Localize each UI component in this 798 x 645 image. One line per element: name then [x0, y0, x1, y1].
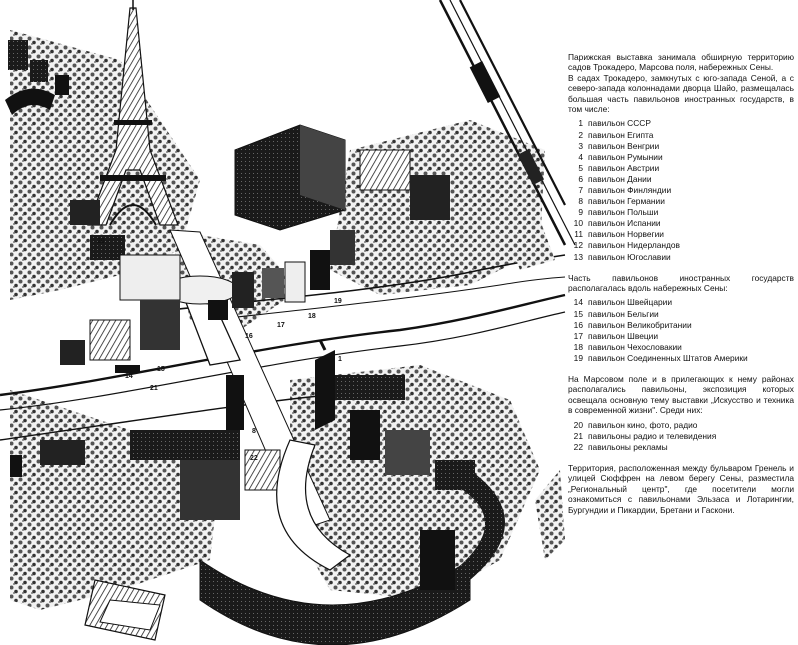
legend-item-label: павильон Соединенных Штатов Америки: [588, 352, 748, 363]
legend-item-number: 8: [578, 196, 583, 207]
champ-de-mars-paragraph: На Марсовом поле и в прилегающих к нему районах располагались павильоны, экспозиция которых освещала основную тему выставки „Искусство и техника в современной жизни". Среди них:: [568, 374, 794, 416]
legend-item-number: 9: [578, 207, 583, 218]
legend-item-label: павильон Испании: [588, 218, 661, 229]
legend-item-label: павильон Австрии: [588, 162, 660, 173]
legend-item-number: 22: [573, 441, 583, 452]
intro-paragraph-2: В садах Трокадеро, замкнутых с юго-запада Сеной, а с северо-запада колоннадами дворца Шайо, размещалась большая часть павильонов иностранных государств, в том числе:: [568, 72, 794, 115]
legend-item: [568, 130, 794, 141]
legend-item-number: 18: [573, 341, 583, 352]
legend-item-label: павильон Польши: [588, 207, 659, 218]
map-label-16: 16: [245, 333, 253, 340]
legend-item-label: павильон Венгрии: [588, 140, 660, 151]
legend-item-label: павильон Югославии: [588, 251, 671, 262]
legend-item: [568, 185, 794, 196]
legend-item: [568, 218, 794, 229]
legend-item-label: павильон Великобритании: [588, 319, 692, 330]
legend-item-number: 3: [578, 140, 583, 151]
legend-item: [568, 240, 794, 251]
legend-item-number: 20: [573, 419, 583, 430]
legend-item-number: 7: [578, 185, 583, 195]
map-label-1: 1: [338, 356, 342, 363]
trocadero-pavilion-list: [568, 118, 794, 262]
legend-item: [568, 297, 794, 308]
regional-centre-paragraph: Территория, расположенная между бульваром Гренель и улицей Сюффрен на левом берегу Сены, разместила „Региональный центр", где посетители могли ознакомиться с павильонами Эльзаса и Лотарингии, Бургундии и Пикардии, Бретани и Гаскони.: [568, 462, 794, 515]
legend-item-number: 17: [573, 330, 583, 341]
map-label-22: 22: [250, 455, 258, 462]
legend-item: [568, 118, 794, 129]
legend-item-number: 4: [578, 151, 583, 162]
legend-item-number: 14: [573, 297, 583, 308]
legend-item: [568, 163, 794, 174]
legend-item-number: 12: [573, 240, 583, 251]
legend-item-number: 21: [573, 430, 583, 441]
map-label-15: 15: [157, 366, 165, 373]
legend-item-number: 6: [578, 173, 583, 184]
legend-item-number: 16: [573, 319, 583, 330]
legend-item-label: павильон Чехословакии: [588, 341, 682, 352]
legend-item: [568, 331, 794, 342]
legend-item-label: павильон Египта: [588, 129, 654, 140]
legend-item: [568, 141, 794, 152]
map-label-21: 21: [150, 385, 158, 392]
legend-item-label: павильон Швеции: [588, 330, 659, 341]
legend-item: [568, 431, 794, 442]
legend-item-number: 13: [573, 251, 583, 262]
map-label-20: 20: [97, 238, 105, 245]
map-label-8: 8: [252, 428, 256, 435]
legend-item: [568, 152, 794, 163]
legend-item: [568, 207, 794, 218]
legend-item: [568, 229, 794, 240]
legend-item-number: 10: [573, 218, 583, 229]
legend-item: [568, 353, 794, 364]
legend-item-label: павильоны радио и телевидения: [588, 430, 717, 441]
legend-item: [568, 342, 794, 353]
legend-item-label: павильон Норвегии: [588, 229, 664, 240]
legend-item: [568, 442, 794, 453]
legend-item: [568, 174, 794, 185]
legend-item-number: 11: [574, 229, 583, 240]
legend-item-label: павильон Германии: [588, 196, 665, 207]
quay-pavilion-list: [568, 297, 794, 364]
legend-item: [568, 196, 794, 207]
legend-item: [568, 309, 794, 320]
quay-paragraph: Часть павильонов иностранных государств располагалась вдоль набережных Сены:: [568, 272, 794, 294]
map-label-18: 18: [308, 313, 316, 320]
legend-item: [568, 420, 794, 431]
map-label-17: 17: [277, 322, 285, 329]
map-label-19: 19: [334, 298, 342, 305]
legend-item-label: павильон СССР: [588, 118, 651, 129]
legend-item-number: 15: [573, 308, 583, 319]
legend-item-number: 1: [578, 118, 583, 129]
legend-item-number: 2: [578, 129, 583, 140]
legend-panel: [568, 52, 794, 515]
legend-item-label: павильон Румынии: [588, 151, 663, 162]
legend-item-label: павильоны рекламы: [588, 441, 668, 452]
legend-item-label: павильон Финляндии: [588, 185, 672, 195]
intro-paragraph-1: Парижская выставка занимала обширную территорию садов Трокадеро, Марсова поля, набережных Сены.: [568, 52, 794, 73]
legend-item-label: павильон кино, фото, радио: [588, 419, 698, 430]
map-label-14: 14: [125, 373, 133, 380]
theme-pavilion-list: [568, 420, 794, 453]
legend-item-label: павильон Бельгии: [588, 308, 659, 319]
legend-item-label: павильон Нидерландов: [588, 240, 680, 251]
legend-item: [568, 252, 794, 263]
legend-item-number: 5: [578, 162, 583, 173]
legend-item: [568, 320, 794, 331]
legend-item-label: павильон Дании: [588, 173, 652, 184]
legend-item-label: павильон Швейцарии: [588, 297, 673, 308]
legend-item-number: 19: [573, 352, 583, 363]
